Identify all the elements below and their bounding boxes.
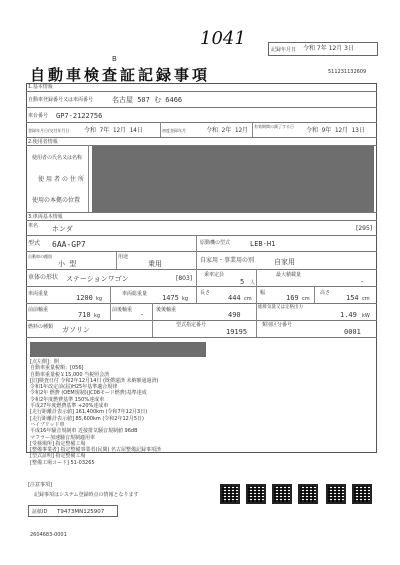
engine-value: LEB-H1 — [250, 240, 276, 248]
max-load-label: 最大積載量 — [276, 272, 302, 278]
page-title: 自動車検査証記録事項 — [30, 66, 211, 84]
user-place-label: 使用の本拠の位置 — [32, 197, 81, 204]
height-unit: cm — [362, 296, 370, 302]
first-year-label: 初度登録年月 — [162, 128, 186, 133]
gross-unit: kg — [182, 296, 189, 302]
chassis-value: GP7-2122756 — [56, 112, 103, 120]
gross-value: 1475 — [162, 294, 179, 302]
remark-line: マフラー加速騒音規制適用車 — [30, 434, 96, 441]
expiry-value: 令和 9年 12月 13日 — [306, 127, 365, 134]
use-label: 用途 — [118, 254, 129, 260]
doc-number: 511231132609 — [328, 69, 367, 75]
type-num-value: 19195 — [226, 328, 248, 336]
length-label: 長さ — [200, 290, 211, 296]
record-date-value: 令和 7年 12月 3日 — [303, 45, 354, 52]
weight-label: 車両重量 — [28, 291, 49, 297]
reg-label: 自動車登録番号又は車両番号 — [28, 97, 94, 103]
height-value: 154 — [346, 294, 359, 302]
first-reg-value: 令和 7年 12月 14日 — [84, 127, 143, 134]
qr-code-3 — [272, 484, 292, 504]
chassis-label: 車台番号 — [28, 113, 49, 119]
class-label: 類別区分番号 — [262, 322, 293, 328]
model-value: 6AA-GP7 — [52, 240, 86, 249]
displacement-unit: kW — [362, 313, 370, 319]
maker-value: ホンダ — [52, 225, 73, 233]
redacted-user-info — [92, 146, 374, 212]
footer-code: 2604683-0001 — [30, 532, 67, 538]
weight-value: 1200 — [76, 294, 93, 302]
serial-label: 証紙ID — [32, 509, 48, 515]
handwritten-number: 1041 — [200, 28, 246, 49]
capacity-unit: 人 — [250, 280, 256, 286]
front-axle-label: 前前軸重 — [28, 307, 49, 313]
rear-axle-value: 490 — [228, 311, 241, 319]
remark-line: [型式証明] 指定整備工場 — [30, 453, 86, 460]
fuel-value: ガソリン — [62, 326, 90, 334]
remark-line: [整備事業者] 指定整備事業者(民間) 名古屋整備記録事項済 — [30, 447, 161, 454]
front-axle-value: 710 — [78, 311, 91, 319]
width-value: 169 — [286, 294, 299, 302]
remarks-list — [30, 359, 230, 466]
model-label: 型式 — [28, 240, 41, 247]
capacity-label: 乗車定員 — [204, 272, 225, 278]
max-load-value: - — [360, 278, 365, 286]
length-unit: cm — [244, 296, 252, 302]
displacement-value: 1.49 — [340, 311, 357, 319]
capacity-value: 5 — [240, 278, 245, 286]
remark-line: 令和2年度燃費基準 150%達成車 — [30, 396, 105, 403]
qr-code-1 — [220, 484, 240, 504]
section-basic: 1.基本情報 — [28, 84, 53, 90]
width-unit: cm — [302, 296, 310, 302]
body-code: [803] — [176, 275, 193, 282]
remark-line: 自動車重量税￥15,000 当税照会済 — [30, 371, 110, 378]
qr-code-2 — [246, 484, 266, 504]
section-user: 2.使用者情報 — [28, 139, 58, 145]
serial-box — [28, 505, 118, 517]
first-year-value: 令和 2年 12月 — [206, 127, 249, 134]
front-rear-value: - — [140, 311, 145, 319]
fuel-label: 燃料の種類 — [28, 324, 54, 330]
maker-code: [295] — [356, 225, 373, 232]
reg-value: 名古屋 507 む 6466 — [112, 96, 183, 104]
qr-code-4 — [298, 484, 318, 504]
remark-line: [旧]検査日付 令和2年12月14日 (既償還済 未納額通過済) — [30, 377, 159, 384]
remark-line: 平成16年騒音規制車 近接排気騒音規制値 96dB — [30, 428, 138, 435]
gross-label: 車両総重量 — [122, 291, 148, 297]
remark-line: [受検場所] 指定整備工場 — [30, 440, 86, 447]
qr-code-5 — [326, 484, 346, 504]
weight-unit: kg — [96, 296, 103, 302]
user-address-label: 使用者の住所 — [38, 176, 87, 183]
remark-line: 平成27年度燃費基準 +20%達成車 — [30, 403, 109, 410]
private-value: 自家用 — [274, 258, 295, 266]
length-value: 444 — [228, 294, 241, 302]
expiry-label: 有効期間の満了する日 — [254, 124, 294, 129]
kind-value: 小 型 — [58, 260, 77, 268]
remark-line: 令和1年改定前(届)H25年基準適合規律 — [30, 384, 118, 391]
user-name-label: 使用者の氏名又は名称 — [32, 155, 83, 161]
remark-line: 自動車重量税額：[056] — [30, 365, 84, 372]
remark-line: [整備工場コード] 51-03265 — [30, 459, 95, 466]
width-label: 幅 — [260, 290, 266, 296]
private-label: 自家用・事業用の別 — [200, 257, 255, 264]
remark-line: ハイブリッド車 — [30, 421, 65, 428]
record-date-box — [268, 42, 378, 56]
remark-line: [走行距離計表示値] 161,400km (令和7年12月3日) — [30, 409, 148, 416]
front-rear-label: 前後軸重 — [112, 307, 133, 313]
serial-value: T9473MN125907 — [57, 509, 105, 515]
rear-axle-label: 後後軸重 — [156, 307, 177, 313]
body-value: ステーションワゴン — [66, 275, 129, 283]
notes-text: 記録事項はシステム登録時点の情報となります — [34, 492, 139, 498]
notes-label: [注意事項] — [28, 482, 52, 488]
maker-label: 車名 — [28, 223, 39, 229]
redacted-remarks-header — [30, 342, 206, 357]
section-vehicle: 3.車両基本情報 — [28, 214, 63, 220]
use-value: 乗用 — [148, 260, 162, 268]
body-label: 車体の形状 — [28, 274, 59, 281]
class-value: 0001 — [344, 328, 361, 336]
qr-code-6 — [352, 484, 372, 504]
engine-label: 原動機の型式 — [200, 240, 231, 246]
record-date-label: 記録年月日 — [271, 47, 297, 53]
height-label: 高さ — [320, 290, 331, 296]
marker-b: B — [112, 55, 117, 63]
first-reg-label: 登録年月日/交付年月日 — [28, 128, 70, 133]
displacement-label: 総排気量又は定格出力 — [258, 305, 303, 310]
front-axle-unit: kg — [94, 313, 101, 319]
remark-line: [点左側]：開 — [30, 359, 59, 365]
kind-label: 自動車の種別 — [28, 254, 52, 259]
type-num-label: 型式指定番号 — [176, 322, 207, 328]
remark-line: 令和2年 燃費 (OEM規制)(JC08モード燃費)基準達成 — [30, 390, 147, 397]
remark-line: [走行距離計表示値] 85,600km (令和2年12月5日) — [30, 415, 144, 422]
